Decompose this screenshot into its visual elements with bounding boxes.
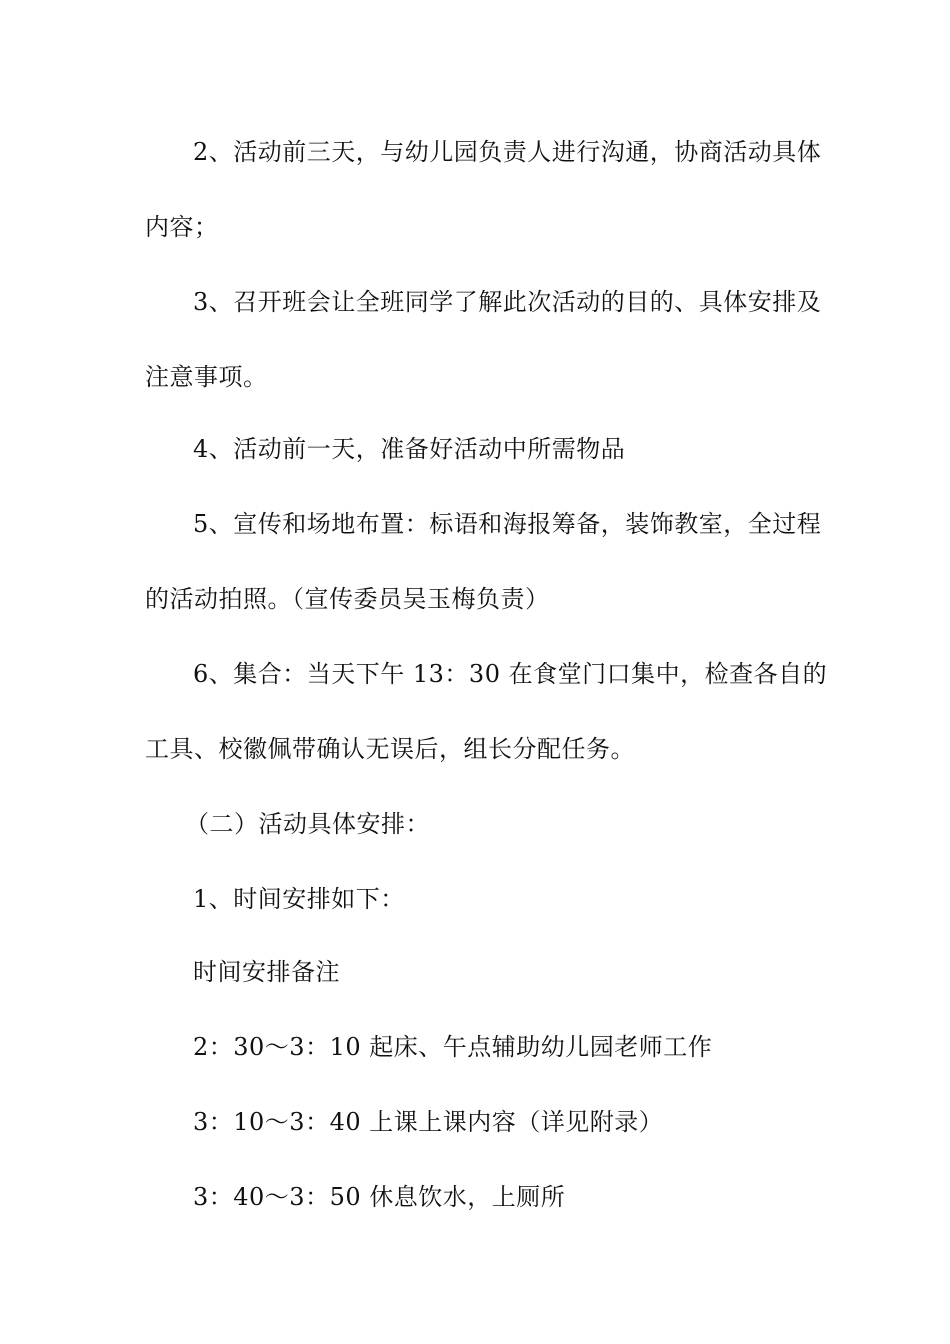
paragraph-item-6-line-2: 工具、校徽佩带确认无误后，组长分配任务。	[145, 735, 635, 763]
schedule-intro: 1、时间安排如下：	[193, 885, 405, 913]
paragraph-item-5-line-2: 的活动拍照。（宣传委员吴玉梅负责）	[145, 585, 550, 613]
paragraph-item-3-line-2: 注意事项。	[145, 363, 268, 391]
paragraph-item-2-line-1: 2、活动前三天，与幼儿园负责人进行沟通，协商活动具体	[193, 138, 822, 166]
schedule-row-3: 3：40～3：50 休息饮水，上厕所	[193, 1183, 566, 1211]
paragraph-item-6-line-1: 6、集合：当天下午 13：30 在食堂门口集中，检查各自的	[193, 660, 828, 688]
section-heading-activity-schedule: （二）活动具体安排：	[185, 810, 430, 838]
paragraph-item-2-line-2: 内容；	[145, 213, 219, 241]
schedule-row-1: 2：30～3：10 起床、午点辅助幼儿园老师工作	[193, 1033, 713, 1061]
schedule-header: 时间安排备注	[193, 958, 340, 986]
paragraph-item-3-line-1: 3、召开班会让全班同学了解此次活动的目的、具体安排及	[193, 288, 822, 316]
paragraph-item-4: 4、活动前一天，准备好活动中所需物品	[193, 435, 626, 463]
paragraph-item-5-line-1: 5、宣传和场地布置：标语和海报筹备，装饰教室，全过程	[193, 510, 822, 538]
schedule-row-2: 3：10～3：40 上课上课内容（详见附录）	[193, 1108, 664, 1136]
